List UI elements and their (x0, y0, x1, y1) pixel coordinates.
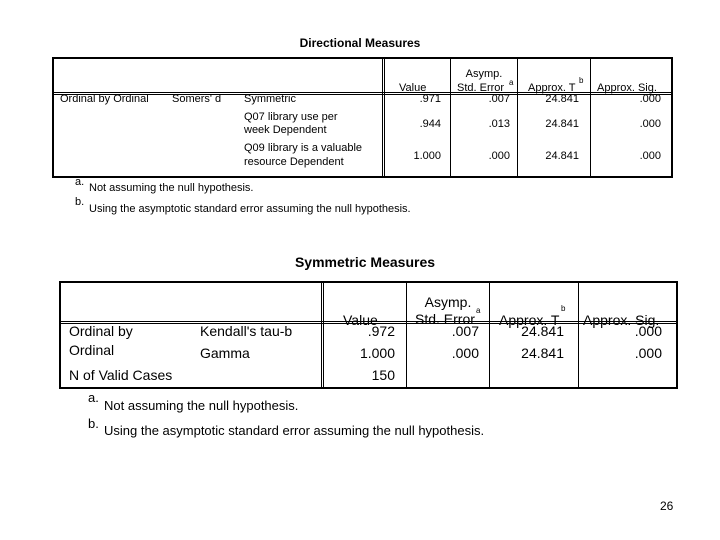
cell-t: 24.841 (545, 150, 579, 162)
cell-ase: .007 (451, 323, 479, 339)
symmetric-measures-title: Symmetric Measures (294, 254, 436, 270)
valid-cases-value: 150 (371, 367, 395, 383)
footnote-mark: b. (75, 196, 85, 208)
row-label: week Dependent (244, 124, 327, 136)
header-std-error: Std. Error (415, 311, 475, 327)
cell-t: 24.841 (545, 93, 579, 105)
cell-sig: .000 (634, 345, 662, 361)
valid-cases-label: N of Valid Cases (69, 367, 173, 383)
footnote-text: Using the asymptotic standard error assuming the null hypothesis. (89, 203, 411, 215)
cell-t: 24.841 (521, 345, 564, 361)
footnote-mark: b. (88, 416, 99, 431)
directional-measures-title: Directional Measures (299, 36, 421, 50)
cell-sig: .000 (639, 93, 661, 105)
row-label: Symmetric (244, 93, 296, 105)
footnote-mark: a. (75, 176, 85, 188)
footnote-text: Not assuming the null hypothesis. (89, 182, 254, 194)
cell-sig: .000 (639, 118, 661, 130)
measure-label: Kendall's tau-b (200, 323, 293, 339)
cell-ase: .000 (451, 345, 479, 361)
header-std-error: Std. Error (457, 82, 505, 94)
measure-label: Somers' d (172, 93, 222, 105)
page-number: 26 (660, 499, 674, 513)
cell-sig: .000 (634, 323, 662, 339)
row-group-label: Ordinal by Ordinal (60, 93, 149, 105)
header-approx-sig: Approx. Sig. (597, 82, 657, 94)
header-footnote-a: a (509, 78, 514, 87)
header-footnote-b: b (579, 76, 584, 85)
directional-measures-table (52, 57, 673, 178)
cell-sig: .000 (639, 150, 661, 162)
measure-label: Gamma (200, 345, 250, 361)
cell-ase: .007 (488, 93, 510, 105)
cell-value: .972 (367, 323, 395, 339)
cell-t: 24.841 (521, 323, 564, 339)
footnote-mark: a. (88, 390, 99, 405)
cell-ase: .013 (488, 118, 510, 130)
footnote-text: Using the asymptotic standard error assuming the null hypothesis. (104, 423, 485, 438)
header-approx-t: Approx. T (528, 82, 576, 94)
row-group-label: Ordinal by (69, 323, 133, 339)
row-label: resource Dependent (244, 156, 344, 168)
cell-value: .944 (419, 118, 441, 130)
header-approx-sig: Approx. Sig. (583, 312, 660, 328)
header-footnote-b: b (561, 304, 566, 313)
header-asymp: Asymp. (424, 294, 472, 310)
cell-value: 1.000 (413, 150, 441, 162)
header-footnote-a: a (476, 306, 481, 315)
cell-ase: .000 (488, 150, 510, 162)
row-label: Q09 library is a valuable (244, 142, 363, 154)
symmetric-measures-table (59, 281, 678, 389)
cell-value: 1.000 (359, 345, 395, 361)
footnote-text: Not assuming the null hypothesis. (104, 398, 299, 413)
cell-t: 24.841 (545, 118, 579, 130)
row-group-label: Ordinal (69, 342, 115, 358)
cell-value: .971 (419, 93, 441, 105)
header-value: Value (399, 82, 427, 94)
header-asymp: Asymp. (465, 68, 503, 80)
header-value: Value (343, 312, 378, 328)
header-approx-t: Approx. T (499, 312, 560, 328)
row-label: Q07 library use per (244, 111, 338, 123)
